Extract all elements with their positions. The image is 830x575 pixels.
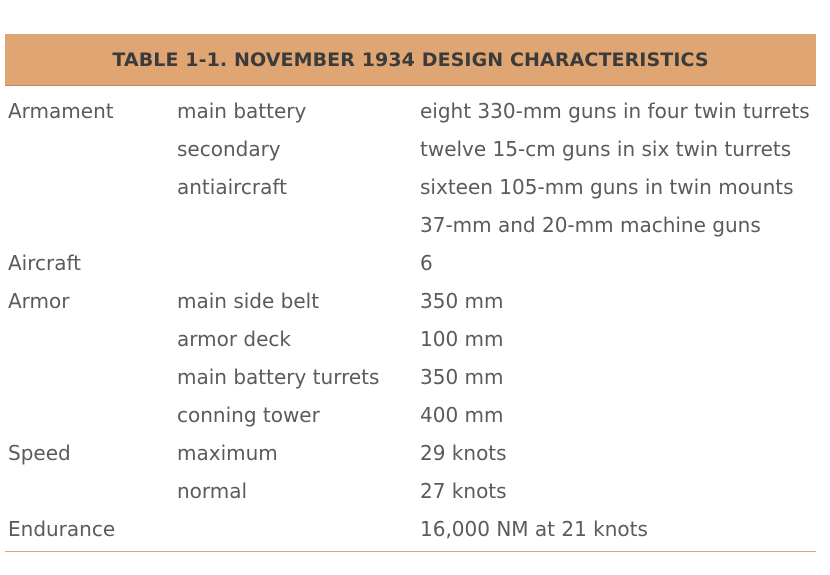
table-row bbox=[5, 472, 816, 510]
table-row bbox=[5, 396, 816, 434]
table-row bbox=[5, 130, 816, 168]
table-row bbox=[5, 282, 816, 320]
row-subcategory: main side belt bbox=[177, 289, 320, 313]
row-value: 350 mm bbox=[420, 289, 504, 313]
row-category: Aircraft bbox=[8, 251, 82, 275]
table-title: TABLE 1-1. NOVEMBER 1934 DESIGN CHARACTERISTICS bbox=[112, 48, 709, 71]
row-value: twelve 15-cm guns in six twin turrets bbox=[420, 137, 792, 161]
row-value: 6 bbox=[420, 251, 433, 275]
row-subcategory: secondary bbox=[177, 137, 281, 161]
row-value: 37-mm and 20-mm machine guns bbox=[420, 213, 761, 237]
row-value: 27 knots bbox=[420, 479, 507, 503]
table-row bbox=[5, 206, 816, 244]
table-row bbox=[5, 320, 816, 358]
row-value: 400 mm bbox=[420, 403, 504, 427]
row-subcategory: normal bbox=[177, 479, 248, 503]
row-value: 29 knots bbox=[420, 441, 507, 465]
row-value: 16,000 NM at 21 knots bbox=[420, 517, 648, 541]
table-row bbox=[5, 168, 816, 206]
table-row bbox=[5, 92, 816, 130]
table-row bbox=[5, 358, 816, 396]
table-header bbox=[5, 34, 816, 86]
row-value: sixteen 105-mm guns in twin mounts bbox=[420, 175, 794, 199]
row-value: 350 mm bbox=[420, 365, 504, 389]
row-subcategory: conning tower bbox=[177, 403, 320, 427]
table-body bbox=[5, 92, 816, 548]
row-category: Endurance bbox=[8, 517, 116, 541]
row-subcategory: maximum bbox=[177, 441, 278, 465]
table-row bbox=[5, 510, 816, 548]
table-row bbox=[5, 434, 816, 472]
row-subcategory: main battery turrets bbox=[177, 365, 380, 389]
row-value: 100 mm bbox=[420, 327, 504, 351]
row-subcategory: main battery bbox=[177, 99, 307, 123]
table-row bbox=[5, 244, 816, 282]
row-category: Speed bbox=[8, 441, 71, 465]
row-subcategory: antiaircraft bbox=[177, 175, 287, 199]
row-subcategory: armor deck bbox=[177, 327, 292, 351]
row-category: Armament bbox=[8, 99, 114, 123]
table-bottom-rule bbox=[5, 551, 816, 552]
design-characteristics-table bbox=[5, 34, 816, 548]
row-value: eight 330-mm guns in four twin turrets bbox=[420, 99, 810, 123]
row-category: Armor bbox=[8, 289, 70, 313]
